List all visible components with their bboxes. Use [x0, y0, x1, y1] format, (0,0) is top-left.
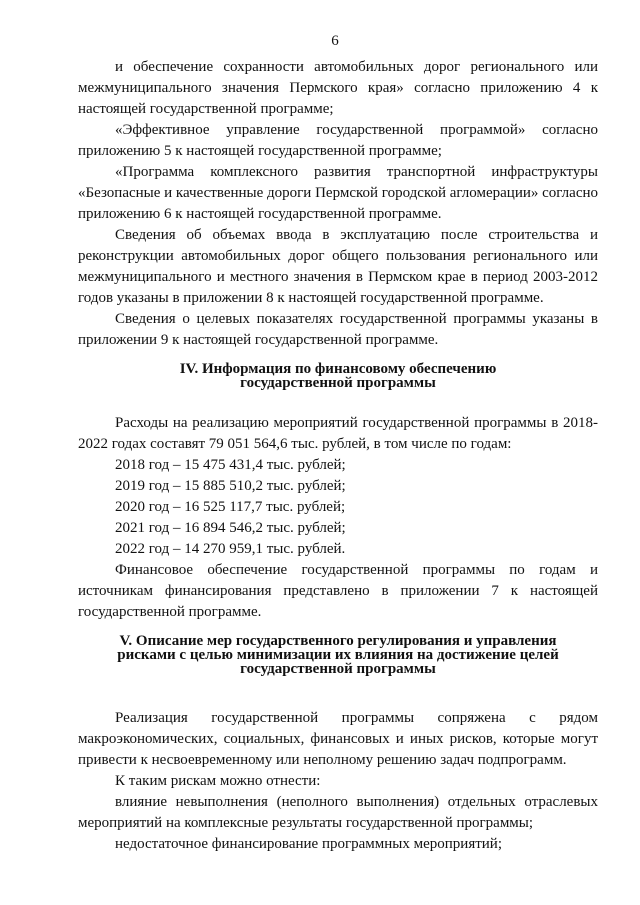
paragraph-target-indicators: Сведения о целевых показателях государственной программы указаны в приложении 9 к настоящей государственной программе.	[78, 311, 598, 348]
section-5-heading-line-3: государственной программы	[240, 661, 436, 677]
paragraph-commissioning-info: Сведения об объемах ввода в эксплуатацию после строительства и реконструкции автомобильных дорог общего пользования регионального или межмуниципального и местного значения в Пермском крае в период 2003-2012 годов указаны в приложении 8 к настоящей государственной программе.	[78, 227, 598, 306]
paragraph-risk-insufficient-funding: недостаточное финансирование программных мероприятий;	[115, 836, 502, 852]
year-expense-2020: 2020 год – 16 525 117,7 тыс. рублей;	[115, 499, 346, 515]
section-4-heading-line-2: государственной программы	[240, 375, 436, 391]
page-content	[78, 57, 598, 855]
section-5-heading-line-2: рисками с целью минимизации их влияния на достижение целей	[117, 647, 559, 663]
section-4-heading	[78, 362, 598, 390]
year-expense-2022: 2022 год – 14 270 959,1 тыс. рублей.	[115, 541, 346, 557]
paragraph-risks-intro: Реализация государственной программы сопряжена с рядом макроэкономических, социальных, финансовых и иных рисков, которые могут привести к несвоевременному или неполному решению задач подпрограмм.	[78, 710, 598, 768]
paragraph-risks-list-lead: К таким рискам можно отнести:	[115, 773, 321, 789]
paragraph-expenses-intro: Расходы на реализацию мероприятий государственной программы в 2018-2022 годах составят 79 051 564,6 тыс. рублей, в том числе по годам:	[78, 415, 598, 452]
section-4-heading-line-1: IV. Информация по финансовому обеспечению	[179, 361, 497, 377]
section-5-heading	[78, 634, 598, 676]
paragraph-subprogram-5: «Эффективное управление государственной программой» согласно приложению 5 к настоящей государственной программе;	[78, 122, 598, 159]
section-5-heading-line-1: V. Описание мер государственного регулирования и управления	[119, 633, 557, 649]
paragraph-subprogram-4: и обеспечение сохранности автомобильных дорог регионального или межмуниципального значения Пермского края» согласно приложению 4 к настоящей государственной программе;	[78, 59, 598, 117]
year-expense-2021: 2021 год – 16 894 546,2 тыс. рублей;	[115, 520, 346, 536]
paragraph-financing-sources: Финансовое обеспечение государственной программы по годам и источникам финансирования представлено в приложении 7 к настоящей государственной программе.	[78, 562, 598, 620]
paragraph-risk-incomplete-execution: влияние невыполнения (неполного выполнения) отдельных отраслевых мероприятий на комплексные результаты государственной программы;	[78, 794, 598, 831]
page-number: 6	[331, 33, 339, 49]
year-expense-2019: 2019 год – 15 885 510,2 тыс. рублей;	[115, 478, 346, 494]
paragraph-subprogram-6: «Программа комплексного развития транспортной инфраструктуры «Безопасные и качественные дороги Пермской городской агломерации» согласно приложению 6 к настоящей государственной программе.	[78, 164, 599, 222]
year-expense-2018: 2018 год – 15 475 431,4 тыс. рублей;	[115, 457, 346, 473]
